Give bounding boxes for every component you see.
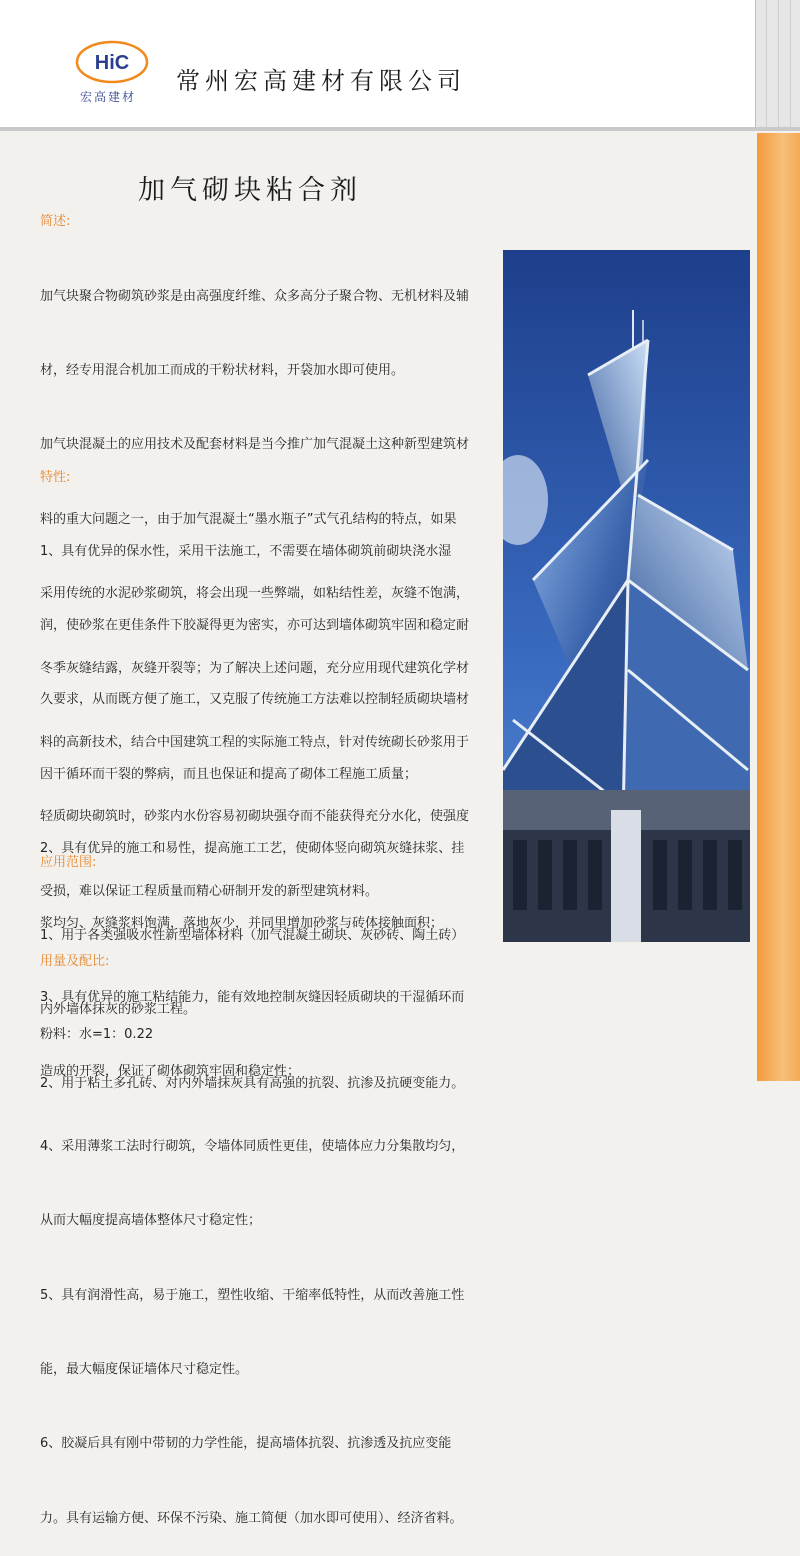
text-line: 材，经专用混合机加工而成的干粉状材料，开袋加水即可使用。 <box>40 362 405 378</box>
text-line: 造成的开裂，保证了砌体砌筑牢固和稳定性； <box>40 1064 301 1080</box>
text-line: 能，最大幅度保证墙体尺寸稳定性。 <box>40 1361 249 1377</box>
text-line: 2、具有优异的施工和易性，提高施工工艺，使砌体竖向砌筑灰缝抹浆、挂 <box>40 841 465 857</box>
text-line: 内外墙体抹灰的砂浆工程。 <box>40 1001 197 1017</box>
text-line: 久要求，从而既方便了施工，又克服了传统施工方法难以控制轻质砌块墙材 <box>40 692 470 708</box>
orange-side-bar <box>757 133 800 1081</box>
text-line: 料的高新技术，结合中国建筑工程的实际施工特点，针对传统砌长砂浆用于 <box>40 734 470 750</box>
text-line: 力。具有运输方便、环保不污染、施工简便（加水即可使用）、经济省料。 <box>40 1510 463 1526</box>
text-line: 3、具有优异的施工粘结能力，能有效地控制灰缝因轻质砌块的干湿循环而 <box>40 989 465 1005</box>
text-line: 4、采用薄浆工法时行砌筑，令墙体同质性更佳，使墙体应力分集散均匀， <box>40 1138 465 1154</box>
header-right-strip <box>755 0 800 128</box>
text-line: 粉料：水=1：0.22 <box>40 1026 154 1042</box>
section-heading-overview: 简述: <box>40 214 71 229</box>
logo-subtitle: 宏高建材 <box>80 90 137 104</box>
text-line: 采用传统的水泥砂浆砌筑，将会出现一些弊端，如粘结性差，灰缝不饱满， <box>40 586 470 602</box>
section-heading-features: 特性: <box>40 470 71 485</box>
skyscraper-photo <box>503 250 750 942</box>
text-line: 因干循环而干裂的弊病，而且也保证和提高了砌体工程施工质量； <box>40 766 418 782</box>
section-heading-application: 应用范围: <box>40 855 97 870</box>
text-line: 2、用于粘土多孔砖、对内外墙抹灰具有高强的抗裂、抗渗及抗硬变能力。 <box>40 1076 465 1092</box>
hic-logo <box>75 40 149 84</box>
header-divider <box>0 127 800 131</box>
dosage-text <box>40 973 153 1072</box>
text-line: 加气块聚合物砌筑砂浆是由高强度纤维、众多高分子聚合物、无机材料及辅 <box>40 288 470 304</box>
text-line: 受损，难以保证工程质量而精心研制开发的新型建筑材料。 <box>40 883 379 899</box>
text-line: 冬季灰缝结露，灰缝开裂等；为了解决上述问题，充分应用现代建筑化学材 <box>40 660 470 676</box>
logo-text: HiC <box>94 52 130 74</box>
text-line: 5、具有润滑性高，易于施工，塑性收缩、干缩率低特性，从而改善施工性 <box>40 1287 465 1303</box>
text-line: 6、胶凝后具有刚中带韧的力学性能，提高墙体抗裂、抗渗透及抗应变能 <box>40 1436 452 1452</box>
text-line: 轻质砌块砌筑时，砂浆内水份容易初砌块强夺而不能获得充分水化，使强度 <box>40 809 470 825</box>
text-line: 浆均匀、灰缝浆料饱满，落地灰少，并同里增加砂浆与砖体接触面积； <box>40 915 444 931</box>
text-line: 从而大幅度提高墙体整体尺寸稳定性； <box>40 1213 262 1229</box>
text-line: 加气块混凝土的应用技术及配套材料是当今推广加气混凝土这种新型建筑材 <box>40 437 470 453</box>
page-title: 加气砌块粘合剂 <box>138 175 362 206</box>
text-line: 润，使砂浆在更佳条件下胶凝得更为密实，亦可达到墙体砌筑牢固和稳定耐 <box>40 617 470 633</box>
text-line: 1、具有优异的保水性，采用干法施工，不需要在墙体砌筑前砌块浇水湿 <box>40 543 452 559</box>
text-line: 1、用于各类强吸水性新型墙体材料（加气混凝土砌块、灰砂砖、陶土砖） <box>40 927 465 943</box>
company-name: 常州宏高建材有限公司 <box>176 67 466 95</box>
text-line: 料的重大问题之一，由于加气混凝土“墨水瓶子”式气孔结构的特点，如果 <box>40 511 457 527</box>
section-heading-dosage: 用量及配比: <box>40 954 110 969</box>
